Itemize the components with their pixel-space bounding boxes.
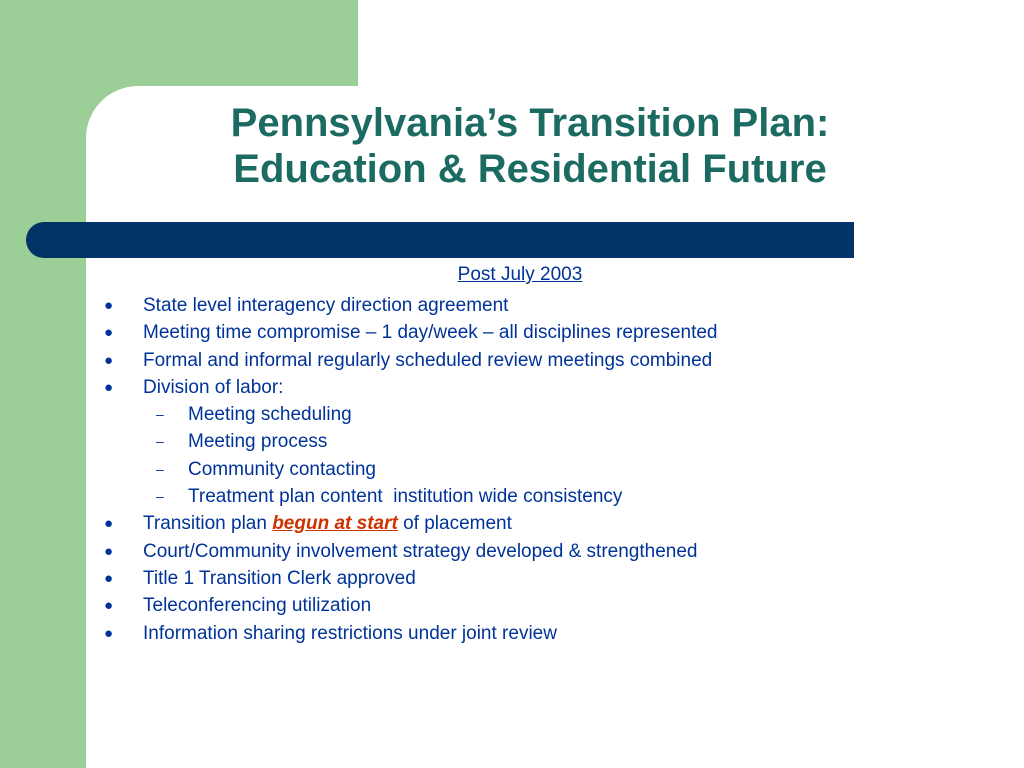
- list-item: [100, 620, 980, 647]
- bullet-icon: ●: [104, 378, 114, 396]
- dash-icon: –: [156, 433, 164, 450]
- sub-list-item-text: Community contacting: [188, 458, 376, 480]
- bullet-icon: ●: [104, 569, 114, 587]
- sub-list-item-text: Treatment plan content institution wide consistency: [188, 486, 623, 508]
- dash-icon: –: [156, 488, 164, 505]
- list-item-text: Division of labor:: [143, 376, 284, 398]
- bullet-icon: ●: [104, 624, 114, 642]
- list-item-text-after: of placement: [397, 513, 512, 535]
- list-item: [100, 292, 980, 319]
- bullet-list: [100, 292, 980, 647]
- list-item-text-before: Transition plan: [143, 513, 273, 535]
- dash-icon: –: [156, 406, 164, 423]
- green-accent-left: [0, 0, 86, 768]
- list-item-text: Teleconferencing utilization: [143, 595, 372, 617]
- list-item: [100, 538, 980, 565]
- list-item-text: Title 1 Transition Clerk approved: [143, 567, 416, 589]
- bullet-icon: ●: [104, 515, 114, 533]
- sub-list-item: [100, 428, 980, 455]
- list-item: [100, 565, 980, 592]
- sub-list-item-text: Meeting scheduling: [188, 404, 352, 426]
- list-item: [100, 374, 980, 401]
- dash-icon: –: [156, 460, 164, 477]
- bullet-icon: ●: [104, 297, 114, 314]
- sub-list-item: [100, 401, 980, 428]
- bullet-icon: ●: [104, 542, 114, 560]
- sub-list-item: [100, 456, 980, 483]
- section-subheading: Post July 2003: [457, 264, 583, 285]
- bullet-icon: ●: [104, 351, 114, 369]
- slide-title-line-1: Pennsylvania’s Transition Plan:: [230, 101, 830, 145]
- list-item: [100, 347, 980, 374]
- list-item-text: Information sharing restrictions under joint review: [143, 622, 557, 644]
- title-divider-bar: [26, 222, 854, 258]
- list-item-text: State level interagency direction agreement: [143, 295, 509, 316]
- bullet-icon: ●: [104, 597, 114, 615]
- list-item-text: Formal and informal regularly scheduled review meetings combined: [143, 349, 713, 371]
- sub-list-item: [100, 483, 980, 510]
- sub-list-item-text: Meeting process: [188, 431, 328, 453]
- list-item: [100, 510, 980, 537]
- list-item: [100, 592, 980, 619]
- list-item-text: Meeting time compromise – 1 day/week – all disciplines represented: [143, 322, 718, 344]
- list-item: [100, 319, 980, 346]
- list-item-text: Court/Community involvement strategy developed & strengthened: [143, 540, 698, 562]
- emphasized-phrase: begun at start: [272, 513, 398, 535]
- bullet-icon: ●: [104, 324, 114, 342]
- slide-title-line-2: Education & Residential Future: [233, 147, 827, 191]
- slide-title: [100, 100, 960, 192]
